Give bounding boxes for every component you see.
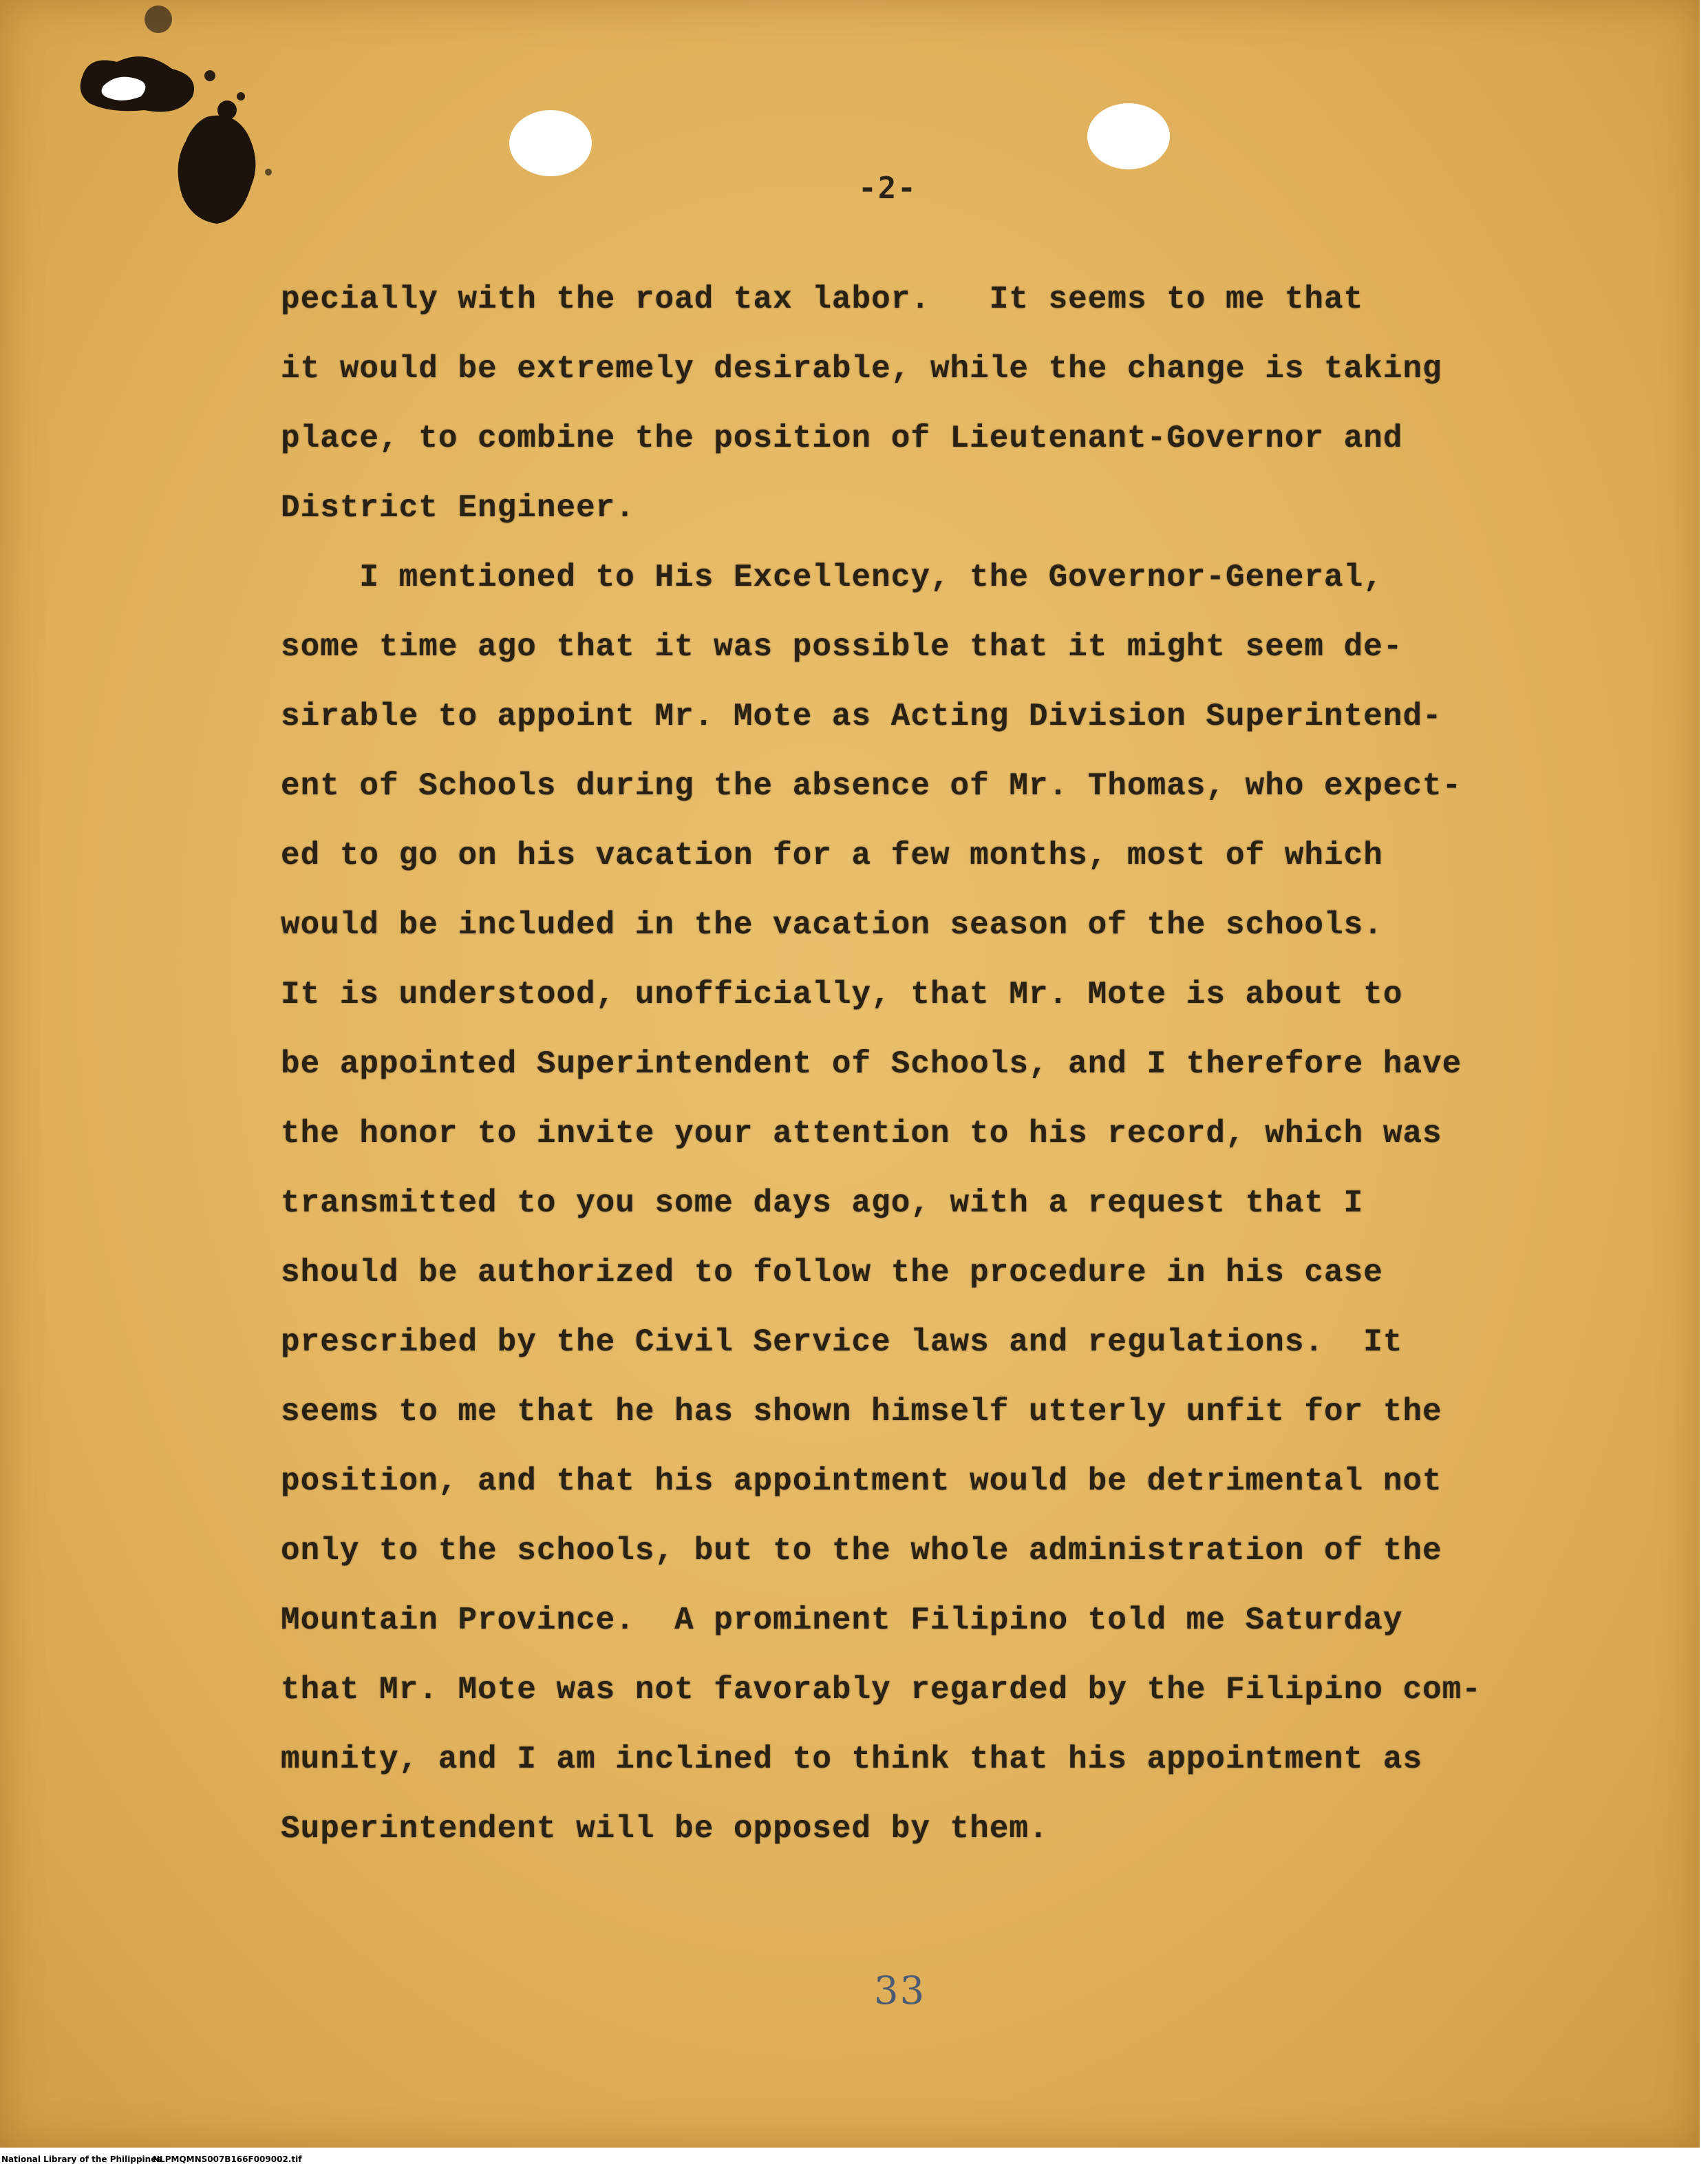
body-line: it would be extremely desirable, while the change is taking	[281, 351, 1442, 387]
body-line: transmitted to you some days ago, with a request that I	[281, 1185, 1364, 1221]
page-number: -2-	[858, 171, 917, 206]
footer-file-name: NLPMQMNS007B166F009002.tif	[153, 2154, 302, 2164]
body-line: that Mr. Mote was not favorably regarded by the Filipino com-	[281, 1672, 1482, 1708]
body-line: be appointed Superintendent of Schools, and I therefore have	[281, 1046, 1462, 1082]
body-line: District Engineer.	[281, 490, 635, 526]
scan-footer	[0, 2148, 1708, 2171]
folio-number: 33	[874, 1969, 926, 2013]
body-line: place, to combine the position of Lieutenant-Governor and	[281, 421, 1403, 456]
ink-stain	[69, 0, 289, 248]
body-line: ed to go on his vacation for a few months, most of which	[281, 838, 1383, 873]
body-line: Superintendent will be opposed by them.	[281, 1811, 1049, 1847]
body-line: seems to me that he has shown himself utterly unfit for the	[281, 1394, 1442, 1430]
letter-body	[281, 265, 1574, 1864]
punch-hole-right	[1087, 103, 1170, 169]
body-line: only to the schools, but to the whole administration of the	[281, 1533, 1442, 1569]
body-line: position, and that his appointment would be detrimental not	[281, 1463, 1442, 1499]
body-line: some time ago that it was possible that it might seem de-	[281, 629, 1403, 665]
punch-hole-left	[509, 110, 592, 176]
body-line: should be authorized to follow the procedure in his case	[281, 1255, 1383, 1291]
body-line: Mountain Province. A prominent Filipino told me Saturday	[281, 1602, 1403, 1638]
body-line: It is understood, unofficially, that Mr. Mote is about to	[281, 977, 1403, 1013]
body-line: pecially with the road tax labor. It seems to me that	[281, 282, 1364, 317]
body-line: I mentioned to His Excellency, the Governor-General,	[281, 560, 1383, 595]
body-line: prescribed by the Civil Service laws and regulations. It	[281, 1324, 1403, 1360]
body-line: munity, and I am inclined to think that his appointment as	[281, 1741, 1423, 1777]
body-line: the honor to invite your attention to his record, which was	[281, 1116, 1442, 1152]
footer-library-name: National Library of the Philippines	[1, 2154, 162, 2164]
body-line: sirable to appoint Mr. Mote as Acting Division Superintend-	[281, 699, 1442, 734]
body-line: ent of Schools during the absence of Mr. Thomas, who expect-	[281, 768, 1462, 804]
body-line: would be included in the vacation season of the schools.	[281, 907, 1383, 943]
